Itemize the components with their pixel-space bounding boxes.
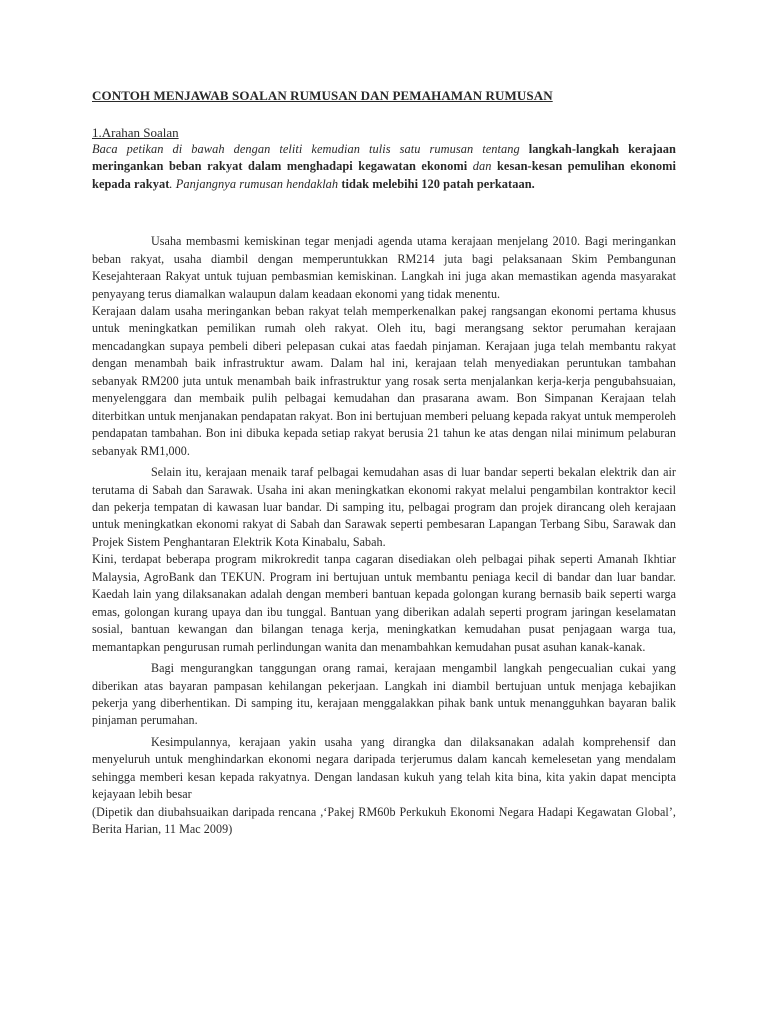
- document-page: [92, 88, 676, 839]
- passage-paragraph-2: Kerajaan dalam usaha meringankan beban rakyat telah memperkenalkan pakej rangsangan ekonomi pertama khusus untuk meningkatkan pemilikan rumah oleh rakyat. Oleh itu, bagi merangsang sektor perumahan kerajaan mencadangkan supaya pembeli diberi pelepasan cukai atas faedah pinjaman. Kerajaan juga telah membantu rakyat dengan menambah baik infrastruktur awam. Dalam hal ini, kerajaan telah menyediakan peruntukan tambahan sebanyak RM200 juta untuk menambah baik infrastruktur yang rosak serta menjalankan kerja-kerja pengubahsuaian, menyelenggara dan membaik pulih pelbagai kemudahan dan prasarana awam. Bon Simpanan Kerajaan telah diterbitkan untuk menjanakan pendapatan rakyat. Bon ini bertujuan memberi peluang kepada rakyat untuk memperoleh pendapatan tambahan. Bon ini dibuka kepada setiap rakyat berusia 21 tahun ke atas dengan nilai minimum pelaburan sebanyak RM1,000.: [92, 304, 676, 458]
- page-title: CONTOH MENJAWAB SOALAN RUMUSAN DAN PEMAHAMAN RUMUSAN: [92, 88, 553, 103]
- passage-paragraph-4: Kini, terdapat beberapa program mikrokredit tanpa cagaran disediakan oleh pelbagai pihak seperti Amanah Ikhtiar Malaysia, AgroBank dan TEKUN. Program ini bertujuan untuk membantu peniaga kecil di bandar dan luar bandar. Kaedah lain yang dilaksanakan adalah dengan memberi bantuan kepada golongan kurang bernasib baik seperti warga emas, golongan kurang upaya dan ibu tunggal. Bantuan yang diberikan adalah seperti program jaringan keselamatan sosial, bantuan kewangan dan bilangan tenaga kerja, meningkatkan kemudahan pusat penjagaan warga tua, memantapkan pengurusan rumah perlindungan wanita dan menambahkan kemudahan pusat asuhan kanak-kanak.: [92, 552, 676, 654]
- instruction-bold-3: tidak melebihi 120 patah perkataan.: [341, 176, 535, 191]
- instruction-part-1: Baca petikan di bawah dengan teliti kemudian tulis satu rumusan tentang: [92, 142, 529, 156]
- instruction-bold-2: kesan-kesan pemulihan ekonomi kepada rakyat: [92, 159, 677, 191]
- instruction-bold-1: langkah-langkah kerajaan meringankan beban rakyat dalam menghadapi kegawatan ekonomi: [92, 142, 676, 174]
- section-heading: 1.Arahan Soalan: [92, 125, 179, 140]
- passage-paragraph-5: Bagi mengurangkan tanggungan orang ramai, kerajaan mengambil langkah pengecualian cukai yang diberikan atas bayaran pampasan kehilangan pekerjaan. Langkah ini diambil bertujuan untuk menjaga kebajikan pekerja yang diberhentikan. Di samping itu, kerajaan menggalakkan pihak bank untuk menangguhkan bayaran balik pinjaman perumahan.: [92, 661, 676, 728]
- passage-paragraph-6: Kesimpulannya, kerajaan yakin usaha yang dirangka dan dilaksanakan adalah komprehensif dan menyeluruh untuk menghindarkan ekonomi negara daripada terjerumus dalam kancah kemelesetan yang mendalam sehingga memberi kesan kepada rakyatnya. Dengan landasan kukuh yang telah kita bina, kita yakin dapat mencipta kejayaan lebih besar: [92, 734, 676, 802]
- passage: [92, 233, 676, 838]
- passage-citation: (Dipetik dan diubahsuaikan daripada rencana ,‘Pakej RM60b Perkukuh Ekonomi Negara Hadapi Kegawatan Global’, Berita Harian, 11 Mac 2009): [92, 804, 676, 837]
- passage-paragraph-3: Selain itu, kerajaan menaik taraf pelbagai kemudahan asas di luar bandar seperti bekalan elektrik dan air terutama di Sabah dan Sarawak. Usaha ini akan meningkatkan ekonomi rakyat melalui pengambilan kontraktor kecil dan pekerja tempatan di kawasan luar bandar. Di samping itu, pelbagai program dan projek dirancang oleh kerajaan untuk meningkatkan ekonomi rakyat di Sabah dan Sarawak seperti pembesaran Lapangan Terbang Sibu, Sarawak dan Projek Sistem Penghantaran Elektrik Kota Kinabalu, Sabah.: [92, 465, 676, 549]
- instruction-text: [92, 141, 676, 193]
- instruction-part-3: . Panjangnya rumusan hendaklah: [169, 176, 342, 191]
- passage-paragraph-1: Usaha membasmi kemiskinan tegar menjadi agenda utama kerajaan menjelang 2010. Bagi meringankan beban rakyat, usaha diambil dengan memperuntukkan RM214 juta bagi pelaksanaan Skim Pembangunan Kesejahteraan Rakyat untuk tujuan pembasmian kemiskinan. Langkah ini juga akan memastikan agenda masyarakat penyayang terus diamalkan walaupun dalam keadaan ekonomi yang tidak menentu.: [92, 234, 676, 301]
- instruction-part-2: dan: [467, 159, 497, 174]
